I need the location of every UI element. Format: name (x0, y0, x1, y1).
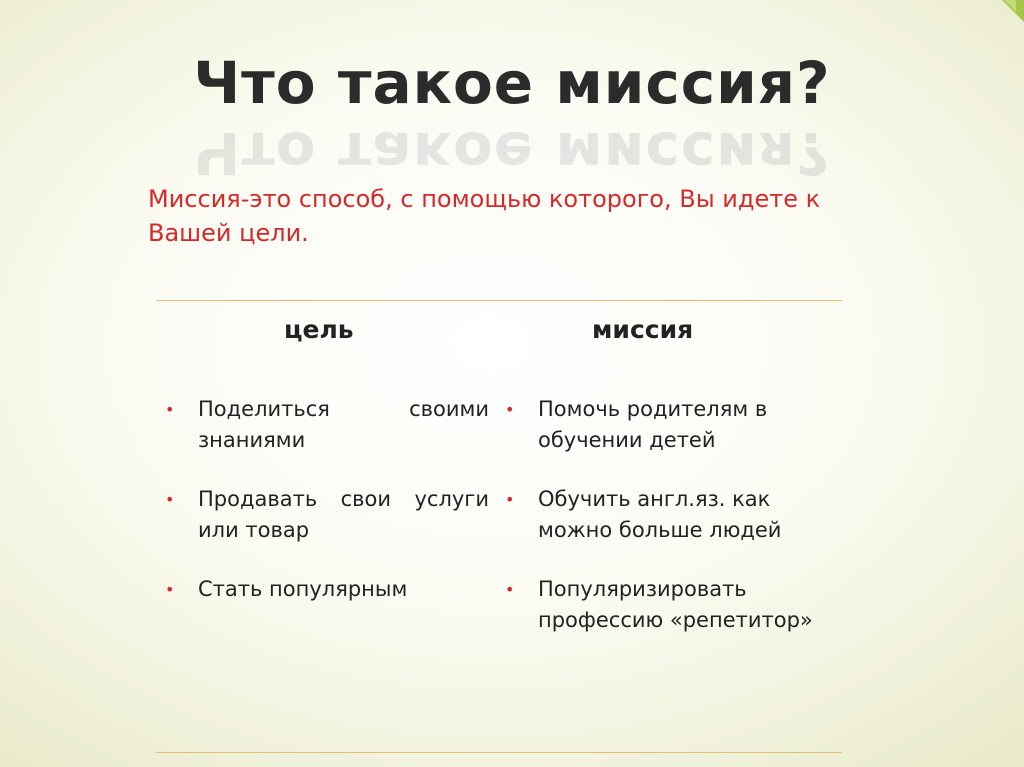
mission-definition: Миссия-это способ, с помощью которого, Вы идете к Вашей цели. (148, 185, 821, 247)
slide-title-reflection (0, 118, 1024, 187)
list-item-text: Продавать свои услуги или товар (198, 487, 489, 542)
list-item (505, 574, 825, 636)
bullet-icon: • (505, 580, 515, 599)
list-item-text: Поделиться своими знаниями (198, 397, 489, 452)
table-top-rule (156, 300, 842, 301)
list-item (165, 484, 489, 546)
corner-decoration-inner (1004, 0, 1016, 12)
goal-list (165, 394, 489, 605)
column-heading-goal: цель (284, 315, 354, 344)
list-item (165, 394, 489, 456)
slide-title-reflection-text: Что такое миссия? (193, 119, 831, 187)
bullet-icon: • (505, 490, 515, 509)
bullet-icon: • (165, 490, 175, 509)
list-item (505, 484, 825, 546)
list-item-text: Популяризировать профессию «репетитор» (538, 577, 813, 632)
table-bottom-rule (156, 752, 842, 753)
bullet-icon: • (505, 400, 515, 419)
list-item (505, 394, 825, 456)
list-item-text: Обучить англ.яз. как можно больше людей (538, 487, 782, 542)
mission-list (505, 394, 825, 636)
bullet-icon: • (165, 400, 175, 419)
list-item-text: Помочь родителям в обучении детей (538, 397, 768, 452)
list-item (165, 574, 489, 605)
slide-title: Что такое миссия? (193, 49, 831, 117)
column-heading-mission: миссия (592, 315, 694, 344)
bullet-icon: • (165, 580, 175, 599)
slide-title-wrap (0, 48, 1024, 118)
list-item-text: Стать популярным (198, 577, 408, 601)
